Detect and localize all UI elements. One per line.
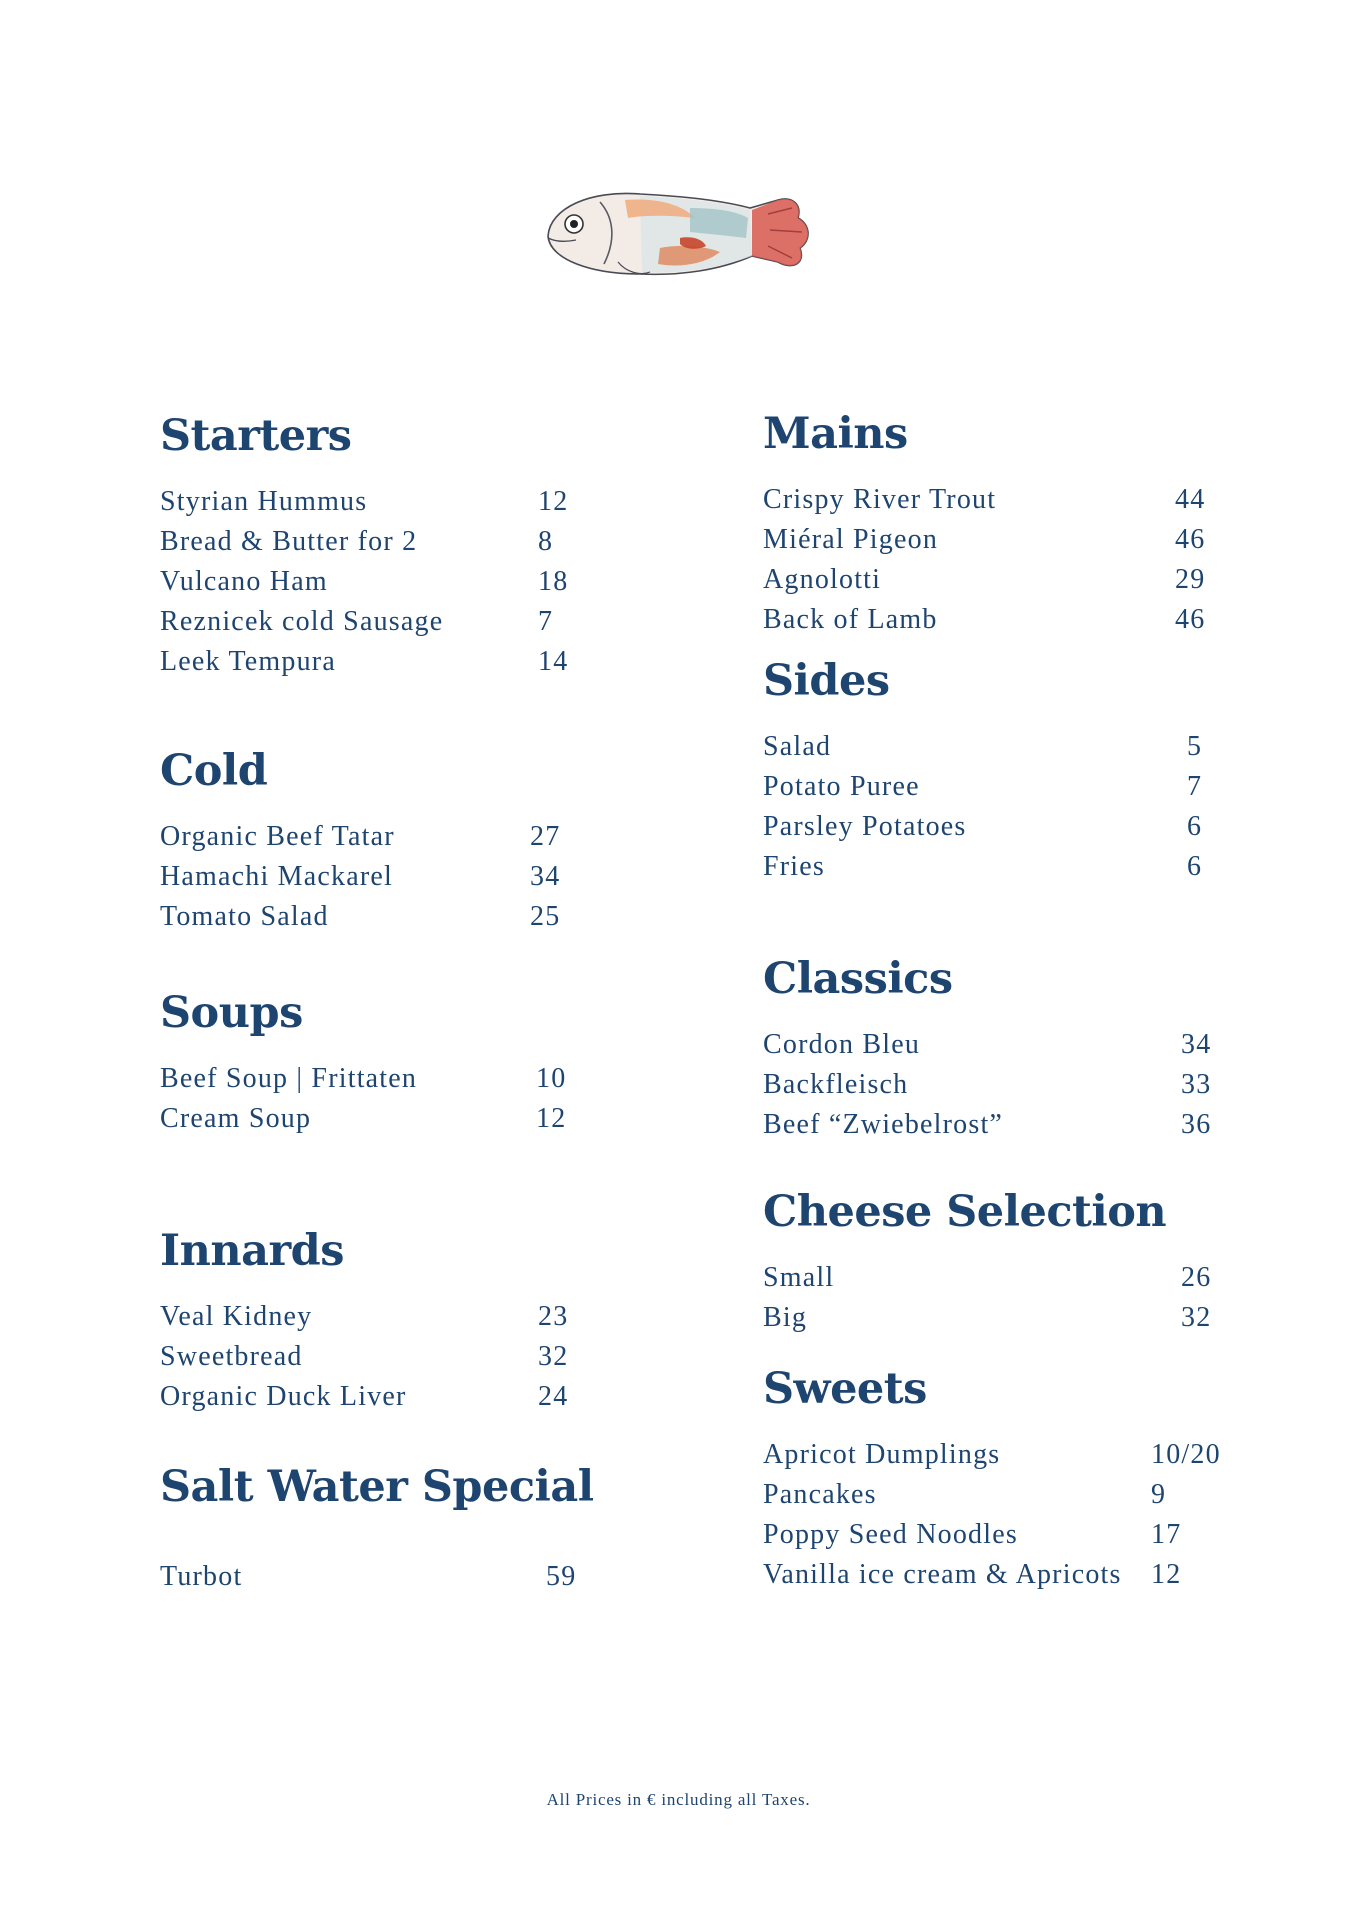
menu-item-name: Vanilla ice cream & Apricots <box>763 1559 1122 1590</box>
menu-item-name: Fries <box>763 851 825 882</box>
menu-item <box>763 767 1223 807</box>
menu-item-name: Leek Tempura <box>160 646 336 677</box>
section-title: Starters <box>160 411 352 461</box>
menu-item-name: Tomato Salad <box>160 901 329 932</box>
menu-item-price: 34 <box>1181 1029 1212 1060</box>
menu-item-price: 59 <box>546 1561 577 1592</box>
menu-item-list <box>160 1059 580 1139</box>
menu-item-price: 7 <box>538 606 554 637</box>
menu-item <box>763 520 1223 560</box>
section-soups <box>160 988 580 1139</box>
menu-item-name: Poppy Seed Noodles <box>763 1519 1018 1550</box>
menu-item-name: Cream Soup <box>160 1103 312 1134</box>
menu-item <box>763 807 1223 847</box>
menu-item-name: Salad <box>763 731 832 762</box>
menu-item-price: 10/20 <box>1151 1439 1221 1470</box>
menu-item-price: 7 <box>1187 771 1203 802</box>
section-title: Salt Water Special <box>160 1462 594 1512</box>
menu-item-price: 5 <box>1187 731 1203 762</box>
menu-item-price: 46 <box>1175 524 1206 555</box>
menu-item-name: Sweetbread <box>160 1341 303 1372</box>
menu-item-name: Beef Soup | Frittaten <box>160 1063 418 1094</box>
menu-item <box>763 1025 1223 1065</box>
menu-item <box>763 1555 1233 1595</box>
menu-item-name: Small <box>763 1262 835 1293</box>
menu-item-price: 10 <box>536 1063 567 1094</box>
menu-item-list <box>763 480 1223 640</box>
menu-item <box>160 817 580 857</box>
section-title: Sides <box>763 656 890 706</box>
menu-item <box>763 1258 1223 1298</box>
menu-item <box>160 562 580 602</box>
menu-item-name: Bread & Butter for 2 <box>160 526 418 557</box>
menu-item-list <box>763 1435 1233 1595</box>
menu-item-list <box>160 482 580 682</box>
section-innards <box>160 1226 580 1417</box>
menu-item-price: 32 <box>538 1341 569 1372</box>
menu-item-price: 34 <box>530 861 561 892</box>
menu-item-price: 29 <box>1175 564 1206 595</box>
menu-item-name: Vulcano Ham <box>160 566 328 597</box>
menu-item-name: Parsley Potatoes <box>763 811 967 842</box>
menu-item-list <box>160 1557 600 1597</box>
menu-item-name: Backfleisch <box>763 1069 909 1100</box>
section-title: Innards <box>160 1226 344 1276</box>
menu-item-name: Back of Lamb <box>763 604 938 635</box>
menu-item <box>763 847 1223 887</box>
price-footnote: All Prices in € including all Taxes. <box>546 1790 811 1809</box>
menu-item-price: 14 <box>538 646 569 677</box>
menu-item-price: 33 <box>1181 1069 1212 1100</box>
menu-item-name: Beef “Zwiebelrost” <box>763 1109 1004 1140</box>
section-sides <box>763 656 1223 887</box>
menu-item <box>160 1297 580 1337</box>
menu-item-list <box>763 727 1223 887</box>
fish-illustration <box>530 178 830 288</box>
section-mains <box>763 409 1223 640</box>
menu-item-price: 23 <box>538 1301 569 1332</box>
menu-item-name: Organic Beef Tatar <box>160 821 395 852</box>
menu-item-name: Styrian Hummus <box>160 486 368 517</box>
menu-item-list <box>763 1025 1223 1145</box>
menu-item-name: Organic Duck Liver <box>160 1381 407 1412</box>
menu-item-price: 26 <box>1181 1262 1212 1293</box>
menu-item-name: Pancakes <box>763 1479 877 1510</box>
menu-item-price: 27 <box>530 821 561 852</box>
menu-item-price: 44 <box>1175 484 1206 515</box>
menu-item <box>763 1475 1233 1515</box>
section-classics <box>763 954 1223 1145</box>
section-title: Cheese Selection <box>763 1187 1167 1237</box>
menu-item-price: 12 <box>536 1103 567 1134</box>
menu-item-name: Turbot <box>160 1561 243 1592</box>
menu-item-list <box>160 817 580 937</box>
menu-item-price: 18 <box>538 566 569 597</box>
menu-item <box>763 600 1223 640</box>
menu-item-name: Reznicek cold Sausage <box>160 606 444 637</box>
menu-item-price: 12 <box>1151 1559 1182 1590</box>
menu-item <box>763 480 1223 520</box>
menu-item-name: Apricot Dumplings <box>763 1439 1001 1470</box>
menu-item <box>160 1099 580 1139</box>
section-title: Sweets <box>763 1364 927 1414</box>
menu-item <box>160 1337 580 1377</box>
menu-item <box>160 482 580 522</box>
menu-item-price: 24 <box>538 1381 569 1412</box>
menu-item <box>160 897 580 937</box>
section-starters <box>160 411 580 682</box>
menu-item <box>763 1065 1223 1105</box>
menu-item-name: Agnolotti <box>763 564 882 595</box>
menu-item-price: 8 <box>538 526 554 557</box>
menu-item-name: Big <box>763 1302 808 1333</box>
menu-item-name: Cordon Bleu <box>763 1029 921 1060</box>
menu-item-price: 6 <box>1187 811 1203 842</box>
menu-item-price: 32 <box>1181 1302 1212 1333</box>
menu-item <box>160 1059 580 1099</box>
menu-item <box>160 1377 580 1417</box>
menu-item-price: 6 <box>1187 851 1203 882</box>
menu-item <box>763 727 1223 767</box>
menu-item <box>763 1105 1223 1145</box>
menu-item-price: 25 <box>530 901 561 932</box>
menu-item <box>763 1298 1223 1338</box>
menu-item <box>160 642 580 682</box>
menu-item-list <box>160 1297 580 1417</box>
menu-item-price: 46 <box>1175 604 1206 635</box>
section-title: Cold <box>160 746 268 796</box>
menu-item-name: Veal Kidney <box>160 1301 313 1332</box>
menu-item-name: Miéral Pigeon <box>763 524 939 555</box>
menu-item-price: 17 <box>1151 1519 1182 1550</box>
section-cheese-selection <box>763 1187 1223 1338</box>
section-title: Soups <box>160 988 303 1038</box>
menu-item <box>160 602 580 642</box>
menu-item-price: 36 <box>1181 1109 1212 1140</box>
menu-item <box>160 1557 600 1597</box>
section-title: Classics <box>763 954 953 1004</box>
menu-item <box>160 522 580 562</box>
menu-item-price: 12 <box>538 486 569 517</box>
menu-item <box>763 1435 1233 1475</box>
menu-item-name: Hamachi Mackarel <box>160 861 393 892</box>
section-salt-water-special <box>160 1462 600 1597</box>
section-cold <box>160 746 580 937</box>
menu-item <box>763 560 1223 600</box>
menu-item-list <box>763 1258 1223 1338</box>
section-sweets <box>763 1364 1233 1595</box>
section-title: Mains <box>763 409 908 459</box>
menu-item <box>160 857 580 897</box>
menu-item-name: Crispy River Trout <box>763 484 997 515</box>
menu-item <box>763 1515 1233 1555</box>
menu-item-name: Potato Puree <box>763 771 920 802</box>
menu-item-price: 9 <box>1151 1479 1167 1510</box>
